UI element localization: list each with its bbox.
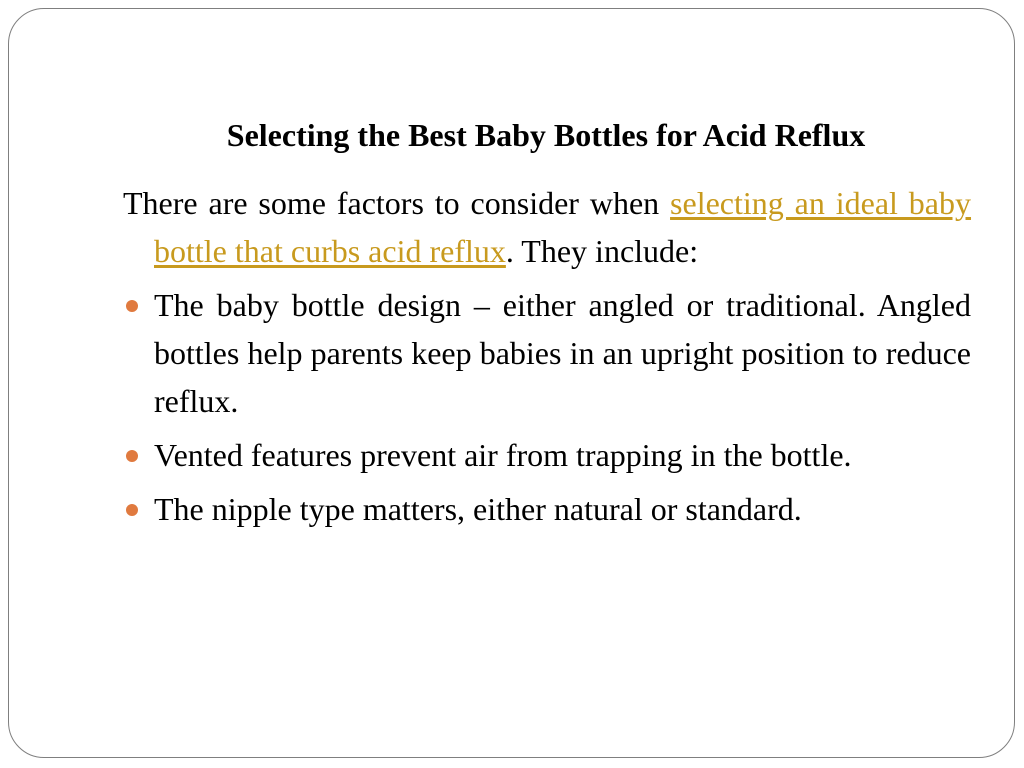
bullet-text: Vented features prevent air from trapping in the bottle. (154, 437, 852, 473)
selecting-baby-bottle-link[interactable]: selecting an ideal baby bottle that curbs acid reflux (154, 185, 972, 269)
slide-title: Selecting the Best Baby Bottles for Acid Reflux (226, 117, 866, 153)
bullet-text: The nipple type matters, either natural or standard. (154, 491, 802, 527)
intro-text-before-link: There are some factors to consider when (123, 185, 671, 221)
slide (8, 8, 1015, 758)
bullet-icon (126, 300, 138, 312)
intro-paragraph (123, 179, 971, 275)
slide-body (123, 179, 971, 539)
bullet-icon (126, 450, 138, 462)
bullet-icon (126, 504, 138, 516)
bullet-text: The baby bottle design – either angled or traditional. Angled bottles help parents keep babies in an upright position to reduce reflux. (154, 287, 971, 419)
list-item (123, 431, 971, 479)
list-item (123, 485, 971, 533)
intro-text-after-link: . They include: (505, 233, 699, 269)
list-item (123, 281, 971, 425)
